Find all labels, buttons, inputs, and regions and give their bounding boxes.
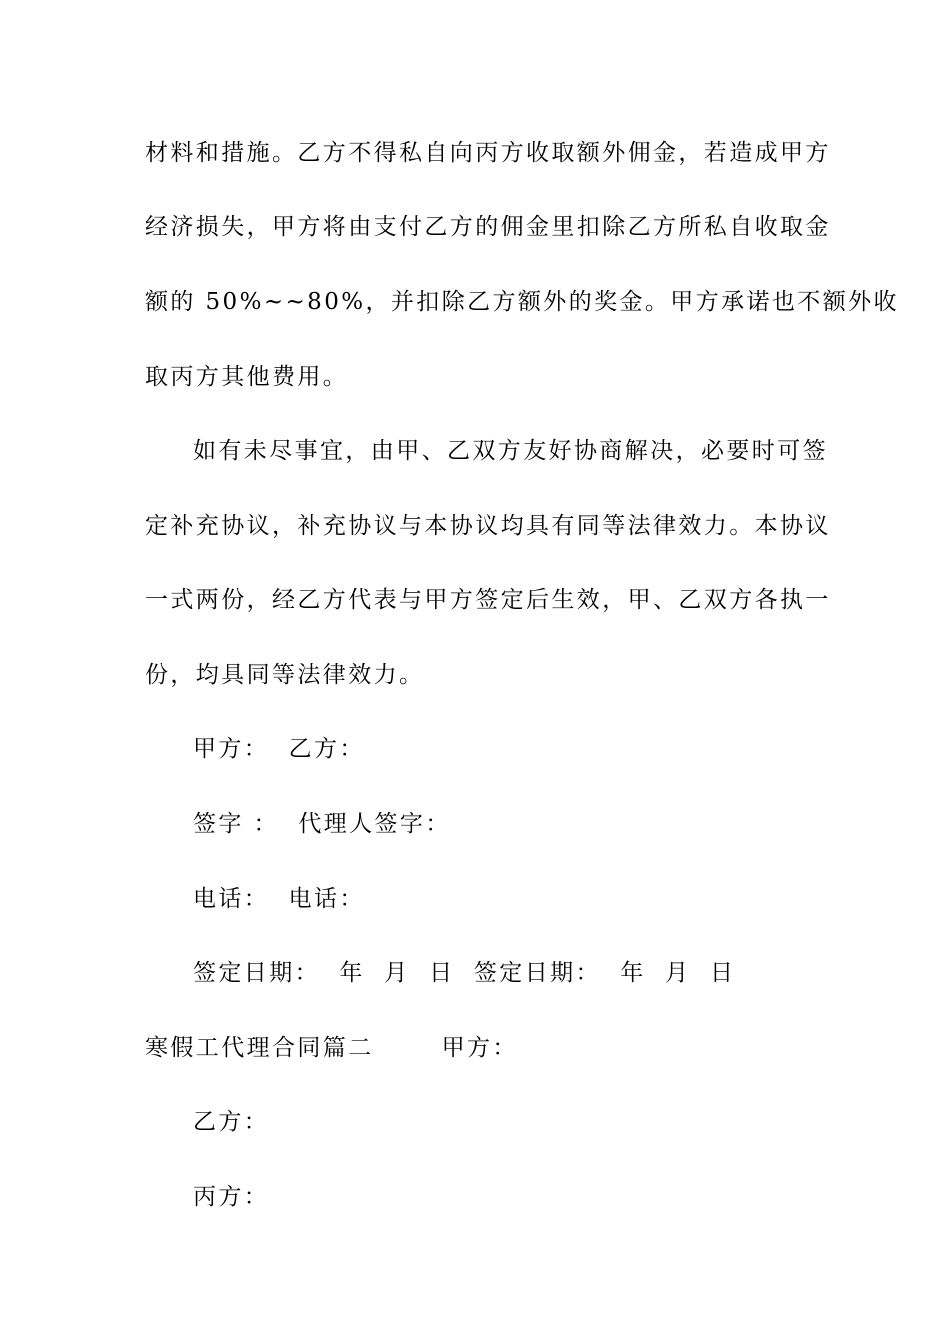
paragraph-2-line-2: 定补充协议，补充协议与本协议均具有同等法律效力。本协议 (145, 513, 831, 539)
paragraph-1-line-3: 额的 50%~~80%，并扣除乙方额外的奖金。甲方承诺也不额外收 (145, 289, 899, 315)
paragraph-1-line-1: 材料和措施。乙方不得私自向丙方收取额外佣金，若造成甲方 (145, 140, 831, 166)
paragraph-2-line-4: 份，均具同等法律效力。 (145, 662, 425, 688)
paragraph-2-line-3: 一式两份，经乙方代表与甲方签定后生效，甲、乙双方各执一 (145, 587, 831, 613)
paragraph-1-line-4: 取丙方其他费用。 (145, 364, 349, 390)
party-b-line: 乙方： (193, 1109, 270, 1135)
paragraph-2-line-1: 如有未尽事宜，由甲、乙双方友好协商解决，必要时可签 (193, 438, 828, 464)
section-heading: 寒假工代理合同篇二 甲方： (145, 1035, 518, 1061)
phone-line: 电话： 电话： (193, 886, 365, 912)
party-c-line: 丙方： (193, 1184, 270, 1210)
signing-date-line: 签定日期： 年 月 日 签定日期： 年 月 日 (193, 960, 736, 986)
paragraph-1-line-2: 经济损失，甲方将由支付乙方的佣金里扣除乙方所私自收取金 (145, 214, 831, 240)
signature-line: 签字 ： 代理人签字： (193, 811, 451, 837)
signature-parties-line: 甲方： 乙方： (193, 736, 365, 762)
